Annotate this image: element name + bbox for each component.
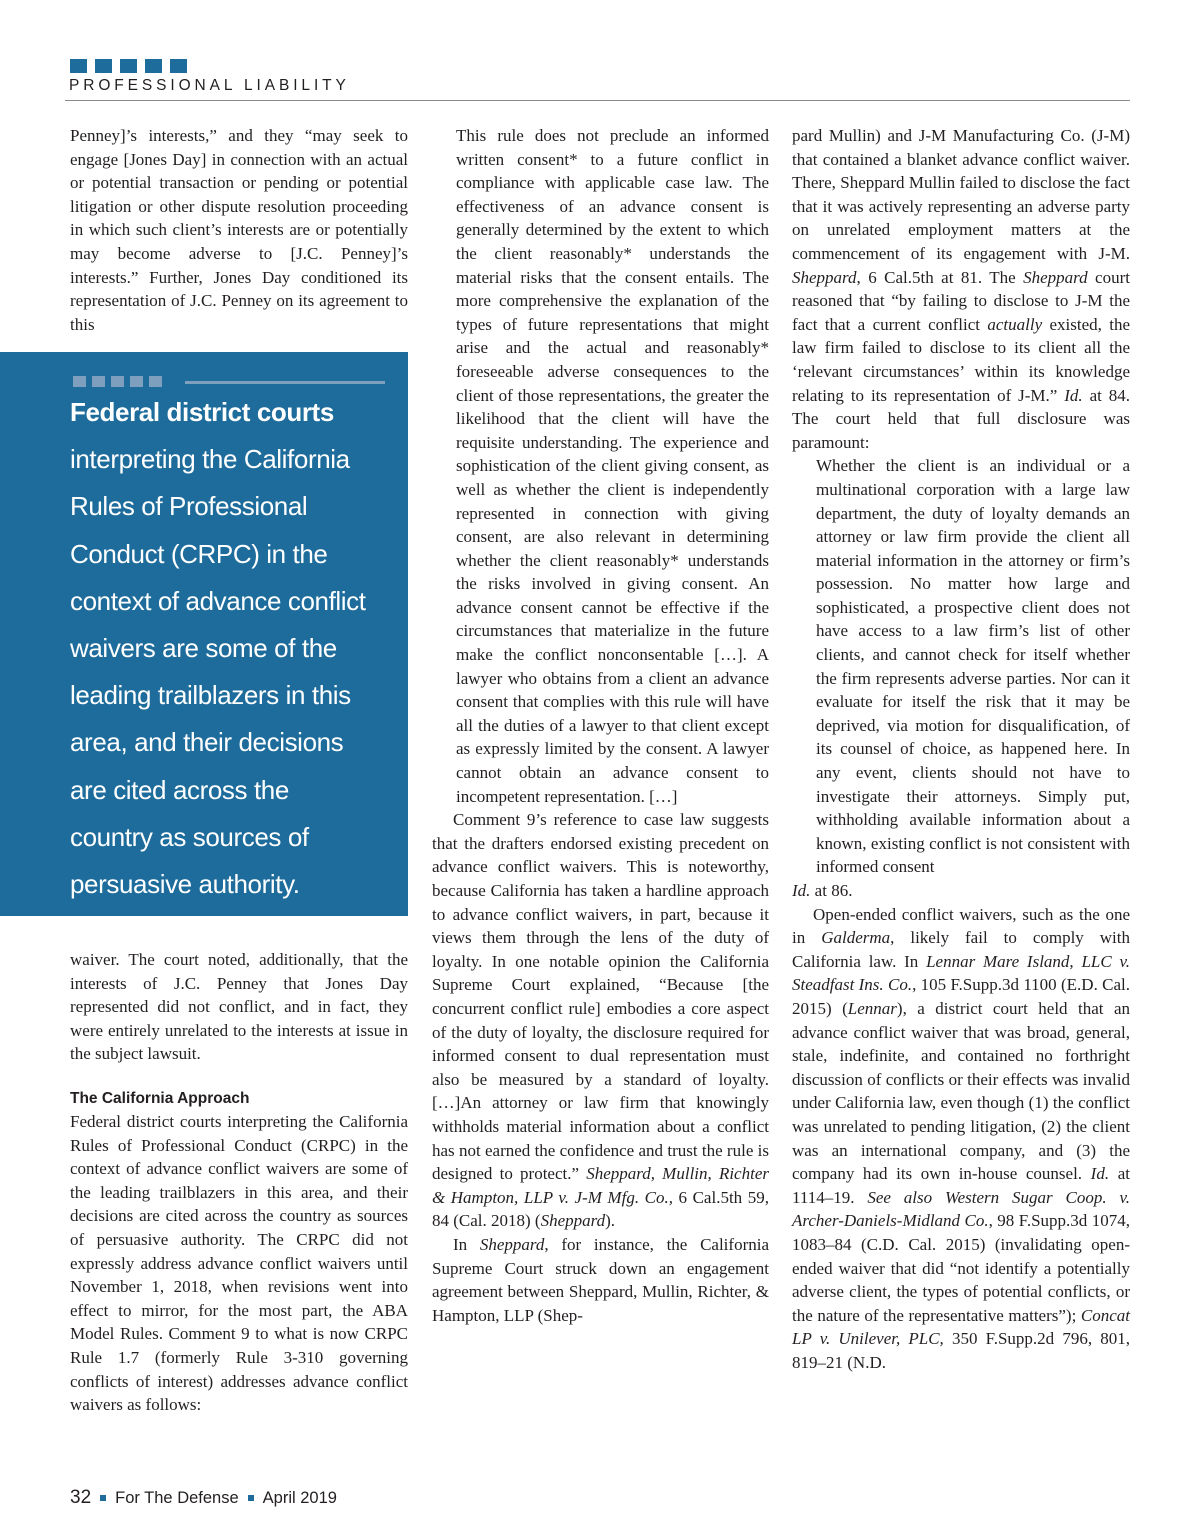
pull-quote-line: interpreting the California [70, 444, 350, 475]
issue-date: April 2019 [262, 1489, 337, 1507]
pull-quote-line: Rules of Professional [70, 491, 308, 522]
pull-quote-line: context of advance conflict [70, 585, 366, 616]
column-2 [432, 124, 769, 1327]
comment-paragraph: Comment 9’s reference to case law suggests that the drafters endorsed existing precedent on advance conflict waivers. This is noteworthy, because California has taken a hardline approach to advance conflict waivers, in part, because it views them through the lens of the duty of loyalty. In one notable opinion the California Supreme Court explained, “Because [the concurrent conflict rule] embodies a core aspect of the duty of loyalty, the disclosure required for informed consent to dual representation must also be measured by a standard of loyalty. […]An attorney or law firm that knowingly withholds material information about a conflict has not earned the confidence and trust the rule is designed to protect.” Sheppard, Mullin, Richter & Hampton, LLP v. J-M Mfg. Co., 6 Cal.5th 59, 84 (Cal. 2018) (Sheppard). [432, 810, 769, 1231]
page-number: 32 [70, 1487, 92, 1508]
column-1-bottom [70, 948, 408, 1417]
col1-approach-paragraph: Federal district courts interpreting the California Rules of Professional Conduct (CRPC) in the context of advance conflict waivers are some of the leading trailblazers in this area, and their decisions are cited across the country as sources of persuasive authority. The CRPC did not expressly address advance conflict waivers until November 1, 2018, when revisions went into effect to mirror, for the most part, the ABA Model Rules. Comment 9 to what is now CRPC Rule 1.7 (formerly Rule 3-310 governing conflicts of interest) addresses advance conflict waivers as follows: [70, 1111, 408, 1415]
case-short-name: Sheppard [479, 1234, 545, 1254]
publication-name: For The Defense [115, 1489, 239, 1507]
court-block-quote: Whether the client is an individual or a multinational corporation with a large law department, the duty of loyalty demands an attorney or law firm provide the client all material information in the attorney or firm’s possession. No matter how large and sophisticated, a prospective client does not have access to a law firm’s list of other clients, and cannot check for itself whether the firm represents adverse parties. Nor can it evaluate for itself the risk that it may be deprived, via motion for disqualification, of its counsel of choice, as happened here. In any event, clients should not have to investigate their attorneys. Simply put, withholding available information about a known, existing conflict is not consistent with informed consent [816, 456, 1130, 877]
pull-quote [0, 352, 408, 916]
header-rule [65, 100, 1130, 101]
pull-quote-line: area, and their decisions [70, 727, 344, 758]
pull-quote-squares-decoration [73, 376, 162, 387]
pull-quote-line: are cited across the [70, 774, 289, 805]
pull-quote-line: country as sources of [70, 821, 309, 852]
sheppard-paragraph: In Sheppard, for instance, the California Supreme Court struck down an engagement agreement between Sheppard, Mullin, Richter, & Hampton, LLP (Shep- [432, 1234, 769, 1325]
pull-quote-rule [185, 381, 385, 384]
section-label: PROFESSIONAL LIABILITY [69, 77, 350, 94]
col1-top-paragraph: Penney]’s interests,” and they “may seek to engage [Jones Day] in connection with an actual or potential transaction or pending or potential litigation or other dispute resolution proceeding in which such client’s interests are or potentially may become adverse to [J.C. Penney]’s interests.” Further, Jones Day conditioned its representation of J.C. Penney on its agreement to this [70, 126, 408, 334]
case-citation: Sheppard, Mullin, Richter & Hampton, LLP v. J-M Mfg. Co., [432, 1164, 769, 1207]
col1-continued-paragraph: waiver. The court noted, additionally, that the interests of J.C. Penney that Jones Day represented did not conflict, and in fact, they were entirely unrelated to the interests at issue in the subject lawsuit. [70, 950, 408, 1064]
header-squares-decoration [70, 59, 187, 73]
column-3 [792, 124, 1130, 1374]
col3-paragraph-1: pard Mullin) and J-M Manufacturing Co. (J-M) that contained a blanket advance conflict waiver. There, Sheppard Mullin failed to disclose the fact that it was actively representing an adverse party on unrelated employment matters at the commencement of its engagement with J-M. Sheppard, 6 Cal.5th at 81. The Sheppard court reasoned that “by failing to disclose to J-M the fact that a current conflict actually existed, the law firm failed to disclose to its client all the ‘relevant circumstances’ within its knowledge relating to its representation of J-M.” Id. at 84. The court held that full disclosure was paramount: [792, 126, 1131, 452]
pull-quote-lead: Federal district courts [70, 397, 334, 427]
pull-quote-line: persuasive authority. [70, 869, 300, 900]
pull-quote-text [70, 389, 390, 908]
pull-quote-line: waivers are some of the [70, 633, 337, 664]
page-footer [70, 1487, 337, 1509]
col3-citation-line: Id. at 86. [792, 881, 853, 900]
footer-bullet [100, 1495, 106, 1501]
column-1-top [70, 124, 408, 336]
pull-quote-line: leading trailblazers in this [70, 680, 351, 711]
col3-paragraph-2: Open-ended conflict waivers, such as the one in Galderma, likely fail to comply with California law. In Lennar Mare Island, LLC v. Steadfast Ins. Co., 105 F.Supp.3d 1100 (E.D. Cal. 2015) (Lennar), a district court held that an advance conflict waiver that was broad, general, stale, indefinite, and contained no forthright discussion of conflicts or their effects was invalid under California law, even though (1) the conflict was unrelated to pending litigation, (2) the client was an international company, and (3) the company had its own in-house counsel. Id. at 1114–19. See also Western Sugar Coop. v. Archer-Daniels-Midland Co., 98 F.Supp.3d 1074, 1083–84 (C.D. Cal. 2015) (invalidating open-ended waiver that did “not identify a potentially adverse client, the types of potential conflicts, or the nature of the representative matters”); Concat LP v. Unilever, PLC, 350 F.Supp.2d 796, 801, 819–21 (N.D. [792, 904, 1130, 1372]
rule-block-quote: This rule does not preclude an informed written consent* to a future conflict in compliance with applicable case law. The effectiveness of an advance consent is generally determined by the extent to which the client reasonably* understands the material risks that the consent entails. The more comprehensive the explanation of the types of future representations that might arise and the actual and reasonably* foreseeable adverse consequences to the client of those representations, the greater the likelihood that the client will have the requisite understanding. The experience and sophistication of the client giving consent, as well as whether the client is independently represented in connection with giving consent, are also relevant in determining whether the client reasonably* understands the risks involved in giving consent. An advance consent cannot be effective if the circumstances that materialize in the future make the conflict nonconsentable […]. A lawyer who obtains from a client an advance consent that complies with this rule will have all the duties of a lawyer to that client except as expressly limited by the consent. A lawyer cannot obtain an advance consent to incompetent representation. […] [456, 126, 769, 806]
case-short-name: Sheppard [540, 1211, 606, 1231]
section-subhead: The California Approach [70, 1089, 250, 1107]
footer-bullet [248, 1495, 254, 1501]
pull-quote-line: Conduct (CRPC) in the [70, 538, 328, 569]
